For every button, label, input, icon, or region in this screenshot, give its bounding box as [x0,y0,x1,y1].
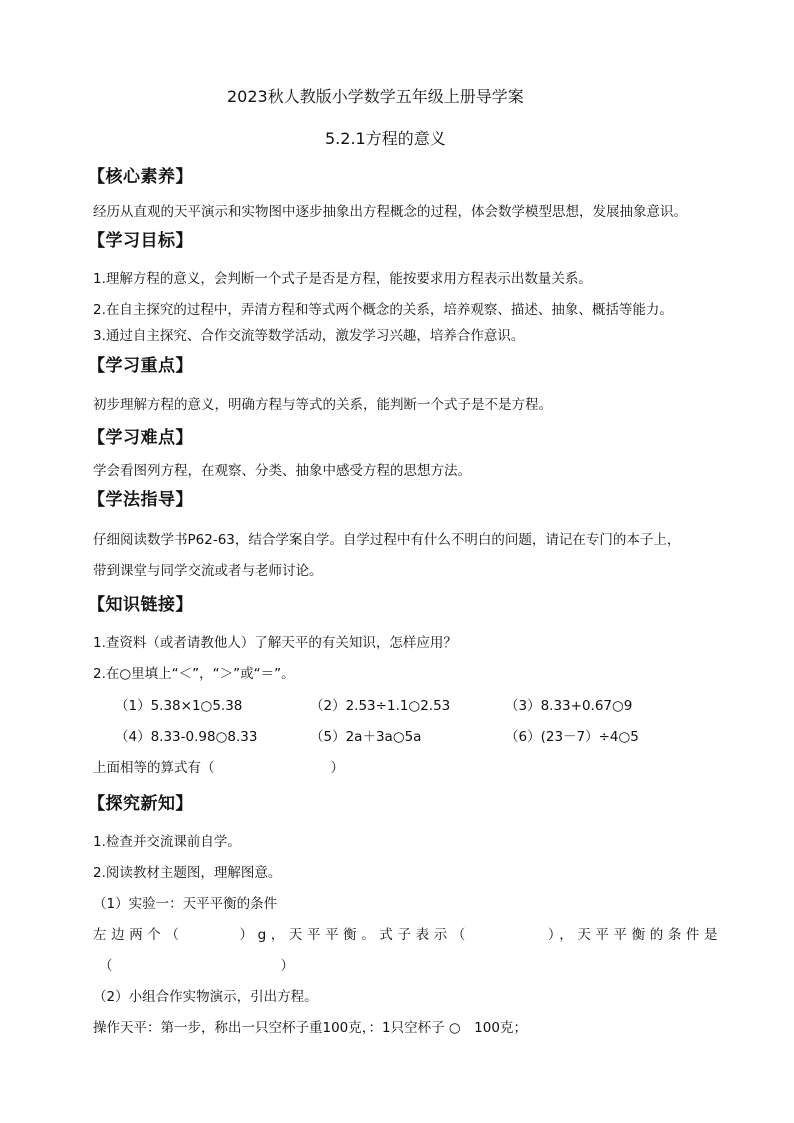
balance-condition-line [99,957,294,975]
study-method-line-2: 带到课堂与同学交流或者与老师讨论。 [93,563,323,579]
experiment-1-text-c: ），天平平衡的条件是 [547,927,723,943]
heading-explore-new: 【探究新知】 [88,794,193,814]
compare-expression: （6）(23－7）÷4○5 [505,729,639,745]
knowledge-item-1: 1.查资料（或者请教他人）了解天平的有关知识，怎样应用？ [93,635,457,651]
document-title: 2023秋人教版小学数学五年级上册导学案 [227,87,524,106]
heading-learning-focus: 【学习重点】 [88,356,193,376]
learning-difficulty-text: 学会看图列方程，在观察、分类、抽象中感受方程的思想方法。 [93,463,471,479]
operate-balance-step-1: 操作天平：第一步，称出一只空杯子重100克，：1只空杯子 ○ 100克； [93,1020,527,1036]
learning-focus-text: 初步理解方程的意义，明确方程与等式的关系，能判断一个式子是不是方程。 [93,397,552,413]
explore-item-1: 1.检查并交流课前自学。 [93,834,241,850]
experiment-1-text-b: ）g，天平平衡。式子表示（ [239,927,470,943]
heading-learning-difficulty: 【学习难点】 [88,428,193,448]
compare-expression: （4）8.33-0.98○8.33 [115,729,258,745]
lesson-subtitle: 5.2.1方程的意义 [325,129,446,148]
explore-item-2: 2.阅读教材主题图，理解图意。 [93,865,282,881]
heading-learning-goals: 【学习目标】 [88,231,193,251]
core-literacy-text: 经历从直观的天平演示和实物图中逐步抽象出方程概念的过程，体会数学模型思想，发展抽象意识。 [93,204,687,220]
goal-item-1: 1.理解方程的意义，会判断一个式子是否是方程，能按要求用方程表示出数量关系。 [93,271,592,287]
heading-core-literacy: 【核心素养】 [88,167,193,187]
heading-study-method: 【学法指导】 [88,490,193,510]
compare-expression: （5）2a＋3a○5a [310,729,422,745]
equal-expressions-prefix: 上面相等的算式有（ [93,760,215,776]
goal-item-3: 3.通过自主探究、合作交流等数学活动，激发学习兴趣，培养合作意识。 [93,328,525,344]
goal-item-2: 2.在自主探究的过程中，弄清方程和等式两个概念的关系，培养观察、描述、抽象、概括等能力。 [93,302,673,318]
experiment-1-line [93,926,722,944]
knowledge-item-2: 2.在○里填上“＜”，“＞”或“＝”。 [93,666,295,682]
experiment-2-title: （2）小组合作实物演示，引出方程。 [93,989,318,1005]
balance-condition-open: （ [99,958,113,974]
equal-expressions-suffix: ） [330,760,344,776]
experiment-1-text-a: 左边两个（ [93,927,184,943]
study-method-line-1: 仔细阅读数学书P62-63，结合学案自学。自学过程中有什么不明白的问题，请记在专门的本子上， [93,532,681,548]
equal-expressions-line [93,759,344,777]
experiment-1-title: （1）实验一：天平平衡的条件 [93,896,278,912]
balance-condition-close: ） [280,958,294,974]
compare-expression: （2）2.53÷1.1○2.53 [310,698,451,714]
compare-expression: （1）5.38×1○5.38 [115,698,243,714]
heading-knowledge-link: 【知识链接】 [88,595,193,615]
compare-expression: （3）8.33+0.67○9 [505,698,633,714]
